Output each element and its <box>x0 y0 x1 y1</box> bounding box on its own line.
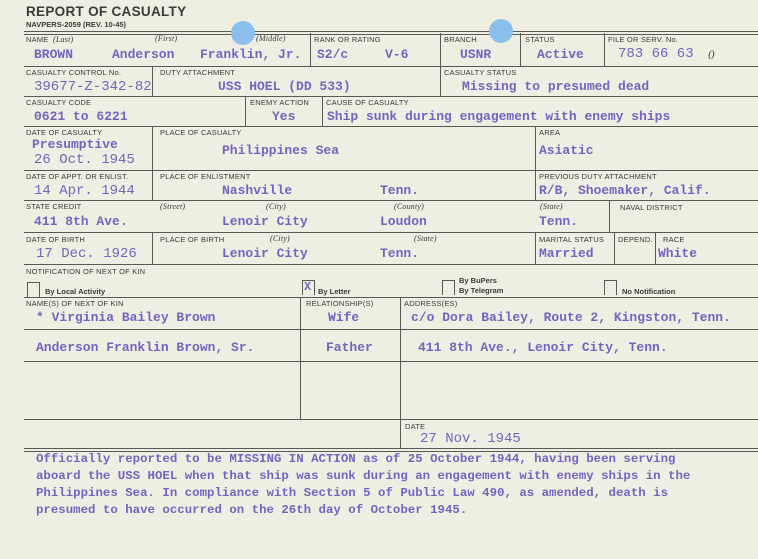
enemy-action-label: ENEMY ACTION <box>250 98 309 107</box>
remarks-line: Officially reported to be MISSING IN ACTION as of 25 October 1944, having been serving <box>36 452 676 466</box>
nok-name: Anderson Franklin Brown, Sr. <box>36 340 255 355</box>
divider <box>535 170 536 200</box>
option-no-notification: No Notification <box>622 287 676 296</box>
last-name-value: BROWN <box>34 47 74 62</box>
casualty-status-label: CASUALTY STATUS <box>444 68 517 77</box>
relationships-label: RELATIONSHIP(S) <box>306 299 374 308</box>
middle-label: (Middle) <box>256 34 286 43</box>
prev-duty-label: PREVIOUS DUTY ATTACHMENT <box>539 172 657 181</box>
duty-value: USS HOEL (DD 533) <box>218 79 351 94</box>
lower-form-section <box>0 14 758 559</box>
date-label: DATE <box>405 422 426 431</box>
branch-value: USNR <box>460 47 492 62</box>
credit-city-value: Lenoir City <box>222 214 308 229</box>
remarks-line: presumed to have occurred on the 26th day of October 1945. <box>36 503 468 517</box>
divider <box>300 297 301 419</box>
remarks-line: Philippines Sea. In compliance with Section 5 of Public Law 490, as amended, death is <box>36 486 669 500</box>
prev-duty-value: R/B, Shoemaker, Calif. <box>539 183 711 198</box>
divider <box>24 419 758 420</box>
status-value: Active <box>537 47 584 62</box>
date-casualty-value: 26 Oct. 1945 <box>34 152 135 168</box>
dob-value: 17 Dec. 1926 <box>36 246 137 262</box>
birth-state-label: (State) <box>414 234 437 243</box>
divider <box>24 264 758 265</box>
birth-city-value: Lenoir City <box>222 246 308 261</box>
checkbox-mark: X <box>304 280 312 294</box>
dob-label: DATE OF BIRTH <box>26 235 85 244</box>
branch-label: BRANCH <box>444 35 477 44</box>
casualty-code-label: CASUALTY CODE <box>26 98 92 107</box>
naval-district-label: NAVAL DISTRICT <box>620 203 683 212</box>
addresses-label: ADDRESS(ES) <box>404 299 458 308</box>
divider <box>609 200 610 232</box>
presumptive-note: Presumptive <box>32 137 118 152</box>
state-credit-label: STATE CREDIT <box>26 202 82 211</box>
divider <box>152 170 153 200</box>
race-value: White <box>658 246 698 261</box>
option-bupers: By BuPers <box>459 276 497 285</box>
name-label-text: NAME <box>26 35 49 44</box>
state-label: (State) <box>540 202 563 211</box>
file-no-label: FILE OR SERV. No. <box>608 35 679 44</box>
casualty-code-value: 0621 to 6221 <box>34 109 128 124</box>
nok-name: * Virginia Bailey Brown <box>36 310 216 325</box>
divider <box>24 170 758 171</box>
option-local-activity: By Local Activity <box>45 287 106 296</box>
first-name-value: Anderson <box>112 47 175 62</box>
race-label: RACE <box>663 235 685 244</box>
date-enlist-value: 14 Apr. 1944 <box>34 183 135 199</box>
form-title: REPORT OF CASUALTY <box>26 4 187 19</box>
nok-address: 411 8th Ave., Lenoir City, Tenn. <box>418 340 668 355</box>
area-value: Asiatic <box>539 143 594 158</box>
county-label: (County) <box>394 202 425 211</box>
casualty-status-value: Missing to presumed dead <box>462 79 650 94</box>
file-handwritten-mark: 0 <box>708 47 715 62</box>
control-no-label: CASUALTY CONTROL No. <box>26 68 122 77</box>
nok-relationship: Father <box>326 340 373 355</box>
place-birth-label: PLACE OF BIRTH <box>160 235 225 244</box>
area-label: AREA <box>539 128 561 137</box>
enlist-state-value: Tenn. <box>380 183 420 198</box>
divider <box>152 232 153 264</box>
remarks-line: aboard the USS HOEL when that ship was sunk during an engagement with enemy ships in the <box>36 469 691 483</box>
divider <box>24 232 758 233</box>
first-label: (First) <box>155 34 178 43</box>
option-telegram: By Telegram <box>459 286 504 295</box>
rank-value: S2/c <box>317 47 349 62</box>
depend-label: DEPEND. <box>618 235 653 244</box>
birth-state-value: Tenn. <box>380 246 420 261</box>
checkbox-local-activity[interactable] <box>27 282 40 297</box>
divider <box>24 297 758 298</box>
divider <box>24 329 758 330</box>
divider <box>24 361 758 362</box>
middle-name-value: Franklin, Jr. <box>200 47 302 62</box>
credit-county-value: Loudon <box>380 214 427 229</box>
class-value: V-6 <box>385 47 409 62</box>
divider <box>24 200 758 201</box>
nok-relationship: Wife <box>328 310 360 325</box>
divider <box>535 232 536 264</box>
date-casualty-label: DATE OF CASUALTY <box>26 128 103 137</box>
divider <box>614 232 615 264</box>
place-casualty-value: Philippines Sea <box>222 143 340 158</box>
last-label: (Last) <box>53 35 74 44</box>
report-date-value: 27 Nov. 1945 <box>420 431 521 447</box>
divider <box>400 297 401 448</box>
cause-label: CAUSE OF CASUALTY <box>326 98 409 107</box>
date-enlist-label: DATE OF APPT. OR ENLIST. <box>26 172 129 181</box>
cause-value: Ship sunk during engagement with enemy ships <box>327 109 671 124</box>
form-number: NAVPERS-2059 (REV. 10-45) <box>26 20 127 29</box>
marital-label: MARITAL STATUS <box>539 235 605 244</box>
checkbox-bupers-telegram[interactable] <box>442 280 455 295</box>
checkbox-by-letter[interactable] <box>302 280 315 295</box>
birth-city-label: (City) <box>270 234 290 243</box>
street-label: (Street) <box>160 202 186 211</box>
rank-label: RANK OR RATING <box>314 35 381 44</box>
enlist-city-value: Nashville <box>222 183 293 198</box>
notification-label: NOTIFICATION OF NEXT OF KIN <box>26 267 146 276</box>
city-label: (City) <box>266 202 286 211</box>
nok-address: c/o Dora Bailey, Route 2, Kingston, Tenn. <box>411 310 731 325</box>
file-no-value: 783 66 63 <box>618 46 694 62</box>
control-no-value: 39677-Z-342-82 <box>34 79 152 95</box>
duty-label: DUTY ATTACHMENT <box>160 68 236 77</box>
divider <box>655 232 656 264</box>
marital-value: Married <box>539 246 594 261</box>
checkbox-no-notification[interactable] <box>604 280 617 295</box>
status-label: STATUS <box>525 35 555 44</box>
place-casualty-label: PLACE OF CASUALTY <box>160 128 242 137</box>
credit-street-value: 411 8th Ave. <box>34 214 128 229</box>
option-by-letter: By Letter <box>318 287 351 296</box>
nok-names-label: NAME(S) OF NEXT OF KIN <box>26 299 124 308</box>
credit-state-value: Tenn. <box>539 214 579 229</box>
place-enlist-label: PLACE OF ENLISTMENT <box>160 172 251 181</box>
enemy-action-value: Yes <box>272 109 296 124</box>
